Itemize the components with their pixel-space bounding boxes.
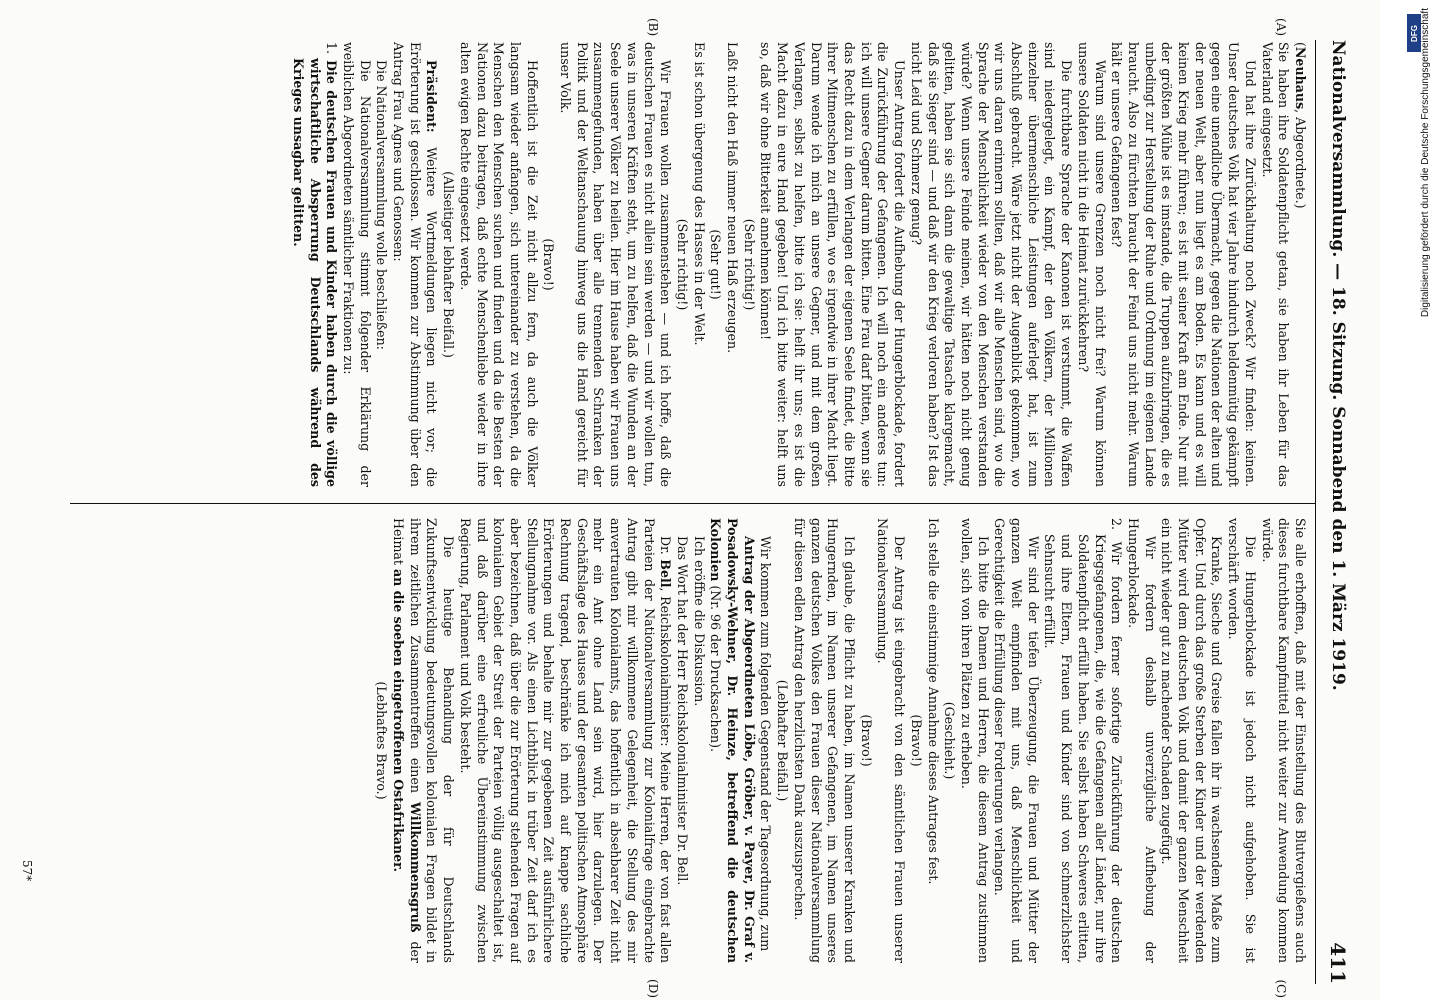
right_column-paragraph: Wir kommen zum folgenden Gegenstand der Tagesordnung, zum xyxy=(758,536,774,952)
margin-mark-c: (C) xyxy=(1274,979,1288,998)
left_column-paragraph: Hoffentlich ist die Zeit nicht allzu fern, da auch die Völker langsam wieder anfangen, sich untereinander zu verstehen, da die Menschen den Menschen suchen und finden und da die Besten der Nationen dazu beitragen, daß echte Menschenliebe wieder in ihre alten ewigen Rechte eingesetzt werde. xyxy=(457,42,540,487)
right_column-paragraph: Die heutige Behandlung der für Deutschlands Zukunftsentwicklung bedeutungsvollen kolonialen Fragen bildet in ihrem zeitlichen Zusammentreffen einen Willkommensgruß der Heimat an die soeben eingetroffenen Ostafrikaner. xyxy=(391,518,457,963)
right_column-paragraph: Der Antrag ist eingebracht von den sämtlichen Frauen unserer Nationalversammlung. xyxy=(875,518,908,963)
left_column-paragraph: Es ist schon übergenug des Hasses in der Welt. xyxy=(691,42,707,346)
left_column-paragraph: (Sehr gut!) xyxy=(708,229,724,300)
left_column-paragraph: (Sehr richtig!) xyxy=(741,218,757,311)
right_column-paragraph: Wir sind der tiefen Überzeugung, die Frauen und Mütter der ganzen Welt empfinden mit uns, daß Menschlichkeit und Gerechtigkeit die Erfüllung dieser Forderungen verlangen. xyxy=(992,518,1041,963)
header-title: Nationalversammlung. — 18. Sitzung. Sonnabend den 1. März 1919. xyxy=(1328,40,1348,691)
left_column-paragraph: 1. Die deutschen Frauen und Kinder haben durch die völlige wirtschaftliche Absperrung Deutschlands während des Krieges unsagbar gelitten. xyxy=(290,42,340,487)
left_column-paragraph: Präsident: Weitere Wortmeldungen liegen nicht vor; die Erörterung ist geschlossen. Wir kommen zur Abstimmung über den Antrag Frau Agnes und Genossen: xyxy=(391,42,440,487)
right_column-paragraph: Die Hungerblockade ist jedoch nicht aufgehoben. Sie ist verschärft worden. xyxy=(1226,518,1258,963)
left-column xyxy=(60,42,1308,487)
right_column-paragraph: (Geschieht.) xyxy=(942,701,958,780)
left_column-paragraph: Warum sind unsere Grenzen noch nicht frei? Warum können unsere Soldaten nicht in die Heimat zurückkehren? xyxy=(1075,42,1108,487)
margin-mark-a: (A) xyxy=(1274,18,1288,37)
left_column-paragraph: (Sehr richtig!) xyxy=(674,218,690,311)
left_column-paragraph: Laßt nicht den Haß immer neuen Haß erzeugen. xyxy=(725,42,741,354)
right_column-paragraph: Ich eröffne die Diskussion. xyxy=(691,536,707,707)
footer-number: 57* xyxy=(20,860,34,882)
page-header xyxy=(1318,40,1358,984)
right_column-paragraph: Das Wort hat der Herr Reichskolonialminister Dr. Bell. xyxy=(674,536,690,886)
right_column-paragraph: 2. Wir fordern ferner sofortige Zurückführung der deutschen Kriegsgefangenen, die, wie die Gefangenen aller Länder, nur ihre Soldatenpflicht erfüllt haben. Sie selbst haben Schweres erlitten, und ihre Eltern, Frauen und Kinder sind von schmerzlichster Sehnsucht erfüllt. xyxy=(1042,518,1125,963)
right_column-paragraph: Dr. Bell, Reichskolonialminister: Meine Herren, der von fast allen Parteien der Nationalversammlung zur Kolonialfrage eingebrachte Antrag gibt mir willkommene Gelegenheit, die Stellung des mir anvertrauten Kolonialamts, das hoffentlich in absehbarer Zeit nicht mehr ein Amt ohne Land sein wird, hier darzulegen. Der Geschäftslage des Hauses und der gesamten politischen Atmosphäre Rechnung tragend, beschränke ich mich auf knappe sachliche Erörterungen und behalte mir zur gegebenen Zeit ausführlichere Stellungnahme vor. Als einen Lichtblick in trüber Zeit darf ich es aber bezeichnen, daß über die zur Erörterung stehenden Fragen auf kolonialem Gebiet der Streit der Parteien völlig ausgeschaltet ist, und daß darüber eine erfreuliche Übereinstimmung zwischen Regierung, Parlament und Volk besteht. xyxy=(457,518,674,963)
digitization-sidebar xyxy=(1396,8,1430,992)
header-rule xyxy=(1315,40,1316,984)
left_column-paragraph: Die Nationalversammlung stimmt folgender Erklärung der weiblichen Abgeordneten sämtlicher Fraktionen zu: xyxy=(340,42,373,487)
left_column-paragraph: (Bravo!) xyxy=(541,238,557,291)
right_column-paragraph: Antrag der Abgeordneten Löbe, Gröber, v. Payer, Dr. Graf v. Posadowsky-Wehner, Dr. Heinze, betreffend die deutschen Kolonien (Nr. 96 der Drucksachen). xyxy=(708,518,757,963)
digitization-note: Digitalisierung gefördert durch die Deutsche Forschungsgemeinschaft xyxy=(1420,8,1431,318)
right_column-paragraph: (Lebhafter Beifall.) xyxy=(775,679,791,802)
right_column-paragraph: Kranke, Sieche und Greise fallen ihr in wachsendem Maße zum Opfer. Und durch das große Sterben der Kinder und der werdenden Mütter wird dem deutschen Volk und damit der ganzen Menschheit ein nicht wieder gut zu machender Schaden zugefügt. xyxy=(1159,518,1225,963)
margin-mark-b: (B) xyxy=(646,18,660,37)
right_column-paragraph: Ich bitte die Damen und Herren, die diesem Antrag zustimmen wollen, sich von ihren Plätzen zu erheben. xyxy=(958,518,991,963)
margin-mark-d: (D) xyxy=(646,979,660,998)
left_column-paragraph: Die Nationalversammlung wolle beschließen: xyxy=(374,60,390,350)
left_column-paragraph: Unser Antrag fordert die Aufhebung der Hungerblockade, fordert die Zurückführung der Gefangenen. Ich will noch ein anderes tun: ich will unsere Gegner darum bitten. Eine Frau darf bitten, wenn sie das Recht dazu in dem Verlangen der eigenen Seele findet, die Bitte ihrer Mitmenschen zu erfüllen, wo es irgendwie in ihrer Macht liegt. Darum wende ich mich an unsere Gegner, und mit dem großen Verlangen, selbst zu helfen, bitte ich sie: helft ihr uns; es ist die Macht dazu in eure Hand gegeben! Und ich bitte weiter: helft uns so, daß wir ohne Bitterkeit annehmen können! xyxy=(758,42,908,487)
right_column-paragraph: (Lebhaftes Bravo.) xyxy=(374,681,390,800)
left_column-paragraph: Die furchtbare Sprache der Kanonen ist verstummt, die Waffen sind niedergelegt, ein Kampf, der den Völkern, der Millionen einzelner übermenschliche Leistungen auferlegt hat, ist zum Abschluß gebracht. Wäre jetzt nicht der Augenblick gekommen, wo wir uns daran erinnern sollten, daß wir alle Menschen sind, wo die Sprache der Menschlichkeit wieder von den Menschen verstanden würde? Wenn unsere Feinde meinen, wir hätten noch nicht genug gelitten, haben sie sich dann die gewaltige Tatsache klargemacht, daß sie Sieger sind — und daß wir den Krieg verloren haben? Ist das nicht Leid und Schmerz genug? xyxy=(908,42,1075,487)
right_column-paragraph: Ich stelle die einstimmige Annahme dieses Antrages fest. xyxy=(925,518,941,885)
dfg-logo: DFG xyxy=(1407,14,1421,52)
left_column-paragraph: Und hat ihre Zurückhaltung noch Zweck? Wir finden: keinen. Unser deutsches Volk hat vier Jahre hindurch heldenmütig gekämpft gegen eine unendliche Übermacht, gegen die Nationen der alten und der neuen Welt, aber nun liegt es am Boden. Es kann und es will keinen Krieg mehr führen; es ist mit seiner Kraft am Ende. Nur mit der größten Mühe ist es imstande, die Truppen aufzubringen, die es unbedingt zur Herstellung der Ruhe und Ordnung im eigenen Lande braucht. Also zu fürchten braucht der Feind uns nicht mehr. Warum hält er unsere Gefangenen fest? xyxy=(1109,42,1258,487)
left_column-paragraph: Sie haben ihre Soldatenpflicht getan, sie haben ihr Leben für das Vaterland eingesetzt. xyxy=(1259,42,1292,487)
page-number: 411 xyxy=(1326,942,1350,984)
right_column-paragraph: (Bravo!) xyxy=(858,714,874,767)
left_column-paragraph: Wir Frauen wollen zusammenstehen — und ich hoffe, daß die deutschen Frauen es nicht allein sein werden — und wir wollen tun, was in unseren Kräften steht, um zu helfen, daß die Wunden an der Seele unserer Völker zu heilen. Hier im Hause haben wir Frauen uns zusammengefunden, haben über alle trennenden Schranken der Politik und der Weltanschauung hinweg uns die Hand gereicht für unser Volk. xyxy=(558,42,674,487)
right-column xyxy=(60,518,1308,963)
right_column-paragraph: (Bravo!) xyxy=(908,714,924,767)
left_column-paragraph: (Allseitiger lebhafter Beifall.) xyxy=(441,171,457,358)
right_column-paragraph: Wir fordern deshalb unverzügliche Aufhebung der Hungerblockade. xyxy=(1125,518,1158,963)
column-divider xyxy=(70,503,1316,504)
right_column-paragraph: Sie alle erhofften, daß mit der Einstellung des Blutvergießens auch dieses furchtbare Kampfmittel nicht weiter zur Anwendung kommen würde. xyxy=(1259,518,1308,963)
right_column-paragraph: Ich glaube, die Pflicht zu haben, im Namen unserer Kranken und Hungernden, im Namen unserer Gefangenen, im Namen unseres ganzen deutschen Volkes den Frauen dieser Nationalversammlung für diesen edlen Antrag den herzlichsten Dank auszusprechen. xyxy=(791,518,858,963)
left_column-paragraph: (Neuhaus, Abgeordnete.) xyxy=(1293,42,1308,209)
